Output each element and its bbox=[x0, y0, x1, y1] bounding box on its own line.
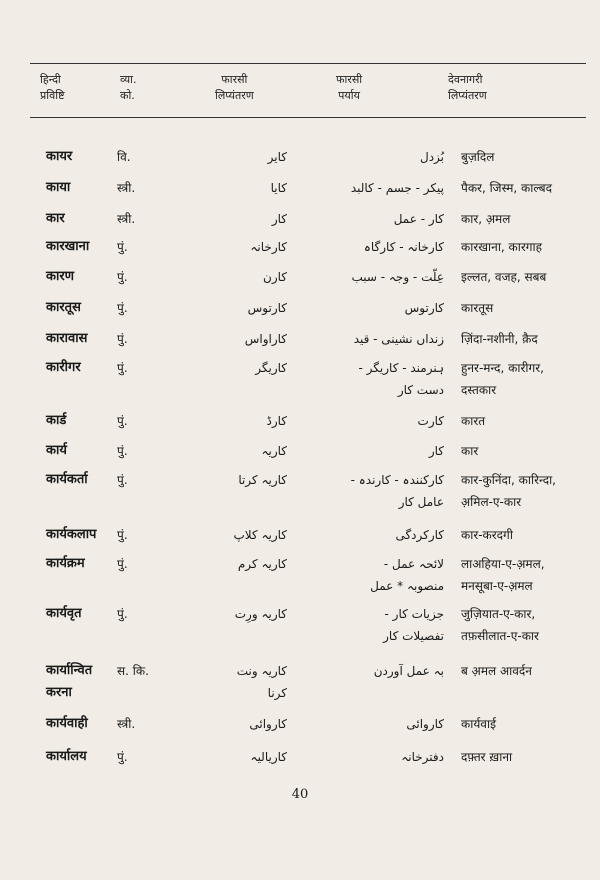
farsi-synonym-line: کار bbox=[428, 444, 444, 458]
grammar-tag-line: पुं. bbox=[117, 528, 128, 542]
grammar-tag bbox=[117, 603, 128, 625]
devanagari-transliteration bbox=[461, 469, 589, 513]
grammar-tag-line: पुं. bbox=[117, 444, 128, 458]
farsi-synonym-line: پیکر - جسم - کالبد bbox=[350, 181, 444, 195]
entry-word bbox=[46, 524, 96, 546]
grammar-tag bbox=[117, 524, 128, 546]
grammar-tag bbox=[117, 328, 128, 350]
entry-word bbox=[46, 328, 87, 350]
farsi-synonym-line: کارکنندہ - کارندہ - bbox=[350, 473, 444, 487]
farsi-transliteration bbox=[170, 410, 287, 432]
farsi-synonym bbox=[300, 297, 444, 319]
farsi-synonym-line: تفصیلات کار bbox=[383, 629, 444, 643]
farsi-transliteration-line: کارڈ bbox=[266, 414, 287, 428]
devanagari-transliteration-line: कार, अ़मल bbox=[461, 212, 511, 226]
devanagari-transliteration-line: लाअहिया-ए-अ़मल, bbox=[461, 557, 545, 571]
entry-word-line: कार्यवाही bbox=[46, 716, 88, 731]
devanagari-transliteration-line: कारत bbox=[461, 414, 486, 428]
farsi-transliteration-line: کرنا bbox=[267, 686, 287, 700]
devanagari-transliteration-line: दफ़्तर ख़ाना bbox=[461, 750, 513, 764]
farsi-transliteration bbox=[170, 746, 287, 768]
grammar-tag-line: पुं. bbox=[117, 361, 128, 375]
farsi-transliteration-line: کارتوس bbox=[247, 301, 287, 315]
farsi-synonym-line: کارخانہ - کارگاہ bbox=[363, 240, 444, 254]
devanagari-transliteration bbox=[461, 603, 589, 647]
grammar-tag bbox=[117, 660, 149, 682]
entry-word-line: कायर bbox=[46, 149, 73, 164]
header-devanagari-transliteration: देवनागरी लिप्यंतरण bbox=[448, 73, 487, 102]
entry-word bbox=[46, 297, 81, 319]
farsi-synonym-line: عامل کار bbox=[398, 495, 444, 509]
entry-word-line: काया bbox=[46, 180, 71, 195]
devanagari-transliteration bbox=[461, 553, 589, 597]
entry-word-line: कारतूस bbox=[46, 300, 81, 315]
farsi-synonym-line: لائحہ عمل - bbox=[383, 557, 444, 571]
grammar-tag bbox=[117, 146, 131, 168]
farsi-transliteration-line: کاروائی bbox=[249, 717, 287, 731]
header-bottom-rule bbox=[30, 117, 586, 118]
header-farsi-synonym: फारसी पर्याय bbox=[336, 73, 363, 102]
entry-word bbox=[46, 603, 82, 625]
farsi-transliteration-line: کاراواس bbox=[244, 332, 287, 346]
devanagari-transliteration-line: हुनर-मन्द, कारीगर, bbox=[461, 361, 544, 375]
farsi-synonym bbox=[300, 713, 444, 735]
devanagari-transliteration bbox=[461, 713, 589, 735]
devanagari-transliteration bbox=[461, 146, 589, 168]
farsi-synonym bbox=[300, 553, 444, 597]
farsi-transliteration-line: کار bbox=[271, 212, 287, 226]
entry-word-line: कार्ड bbox=[46, 413, 67, 428]
devanagari-transliteration bbox=[461, 208, 589, 230]
farsi-synonym-line: کارکردگی bbox=[395, 528, 444, 542]
entry-word bbox=[46, 236, 89, 258]
grammar-tag bbox=[117, 236, 128, 258]
farsi-transliteration bbox=[170, 357, 287, 379]
farsi-synonym-line: دفترخانہ bbox=[401, 750, 444, 764]
farsi-transliteration bbox=[170, 553, 287, 575]
farsi-transliteration-line: کاریہ کرم bbox=[237, 557, 287, 571]
devanagari-transliteration bbox=[461, 440, 589, 462]
entry-word bbox=[46, 713, 88, 735]
devanagari-transliteration-line: कार bbox=[461, 444, 479, 458]
devanagari-transliteration bbox=[461, 410, 589, 432]
farsi-synonym bbox=[300, 266, 444, 288]
farsi-synonym bbox=[300, 208, 444, 230]
grammar-tag-line: पुं. bbox=[117, 270, 128, 284]
farsi-transliteration bbox=[170, 297, 287, 319]
entry-word bbox=[46, 357, 81, 379]
grammar-tag-line: पुं. bbox=[117, 473, 128, 487]
grammar-tag bbox=[117, 553, 128, 575]
devanagari-transliteration bbox=[461, 328, 589, 350]
grammar-tag-line: पुं. bbox=[117, 750, 128, 764]
devanagari-transliteration bbox=[461, 297, 589, 319]
devanagari-transliteration-line: कार-करदगी bbox=[461, 528, 513, 542]
farsi-synonym-line: کارت bbox=[417, 414, 444, 428]
farsi-synonym bbox=[300, 410, 444, 432]
grammar-tag bbox=[117, 440, 128, 462]
farsi-transliteration-line: کاریہ ونت bbox=[236, 664, 287, 678]
entry-word-line: कार्यान्वित bbox=[46, 663, 93, 678]
farsi-transliteration bbox=[170, 177, 287, 199]
grammar-tag-line: स. कि. bbox=[117, 664, 149, 678]
devanagari-transliteration-line: मनसूबा-ए-अ़मल bbox=[461, 579, 533, 593]
farsi-transliteration bbox=[170, 236, 287, 258]
grammar-tag-line: पुं. bbox=[117, 607, 128, 621]
grammar-tag bbox=[117, 297, 128, 319]
farsi-transliteration-line: کاریہ bbox=[261, 444, 287, 458]
farsi-synonym bbox=[300, 746, 444, 768]
grammar-tag-line: स्त्री. bbox=[117, 717, 136, 731]
farsi-synonym bbox=[300, 236, 444, 258]
entry-word bbox=[46, 469, 88, 491]
devanagari-transliteration-line: दस्तकार bbox=[461, 383, 497, 397]
entry-word bbox=[46, 177, 70, 199]
entry-word-line: कार्यकलाप bbox=[46, 527, 97, 542]
farsi-synonym-line: کاروائی bbox=[406, 717, 444, 731]
entry-word bbox=[46, 410, 66, 432]
farsi-transliteration bbox=[170, 208, 287, 230]
entry-word bbox=[46, 746, 87, 768]
farsi-synonym-line: دست کار bbox=[397, 383, 444, 397]
farsi-transliteration-line: کارن bbox=[263, 270, 287, 284]
grammar-tag bbox=[117, 357, 128, 379]
devanagari-transliteration bbox=[461, 177, 589, 199]
farsi-transliteration-line: کاریہ کلاپ bbox=[233, 528, 287, 542]
entry-word-line: कारखाना bbox=[46, 239, 90, 254]
header-grammar: व्या. को. bbox=[120, 73, 137, 102]
entry-word-line: कार्यवृत bbox=[46, 606, 82, 621]
farsi-transliteration bbox=[170, 713, 287, 735]
grammar-tag-line: पुं. bbox=[117, 332, 128, 346]
entry-word-line: कार्य bbox=[46, 443, 67, 458]
devanagari-transliteration-line: पैकर, जिस्म, काल्बद bbox=[461, 181, 553, 195]
devanagari-transliteration-line: ज़िंदा-नशीनी, क़ैद bbox=[461, 332, 538, 346]
farsi-synonym bbox=[300, 357, 444, 401]
entry-word-line: कार्यालय bbox=[46, 749, 87, 764]
grammar-tag bbox=[117, 266, 128, 288]
devanagari-transliteration bbox=[461, 524, 589, 546]
devanagari-transliteration bbox=[461, 266, 589, 288]
header-farsi-transliteration: फारसी लिप्यंतरण bbox=[215, 73, 254, 102]
farsi-transliteration-line: کارخانہ bbox=[250, 240, 287, 254]
farsi-synonym-line: منصوبہ * عمل bbox=[370, 579, 444, 593]
devanagari-transliteration-line: ब अ़मल आवर्दन bbox=[461, 664, 532, 678]
farsi-synonym-line: عِلّت - وجہ - سبب bbox=[351, 270, 444, 284]
entry-word bbox=[46, 553, 85, 575]
entry-word bbox=[46, 440, 67, 462]
page-number: 40 bbox=[291, 787, 309, 802]
devanagari-transliteration-line: कारखाना, कारगाह bbox=[461, 240, 543, 254]
entry-word-line: कारीगर bbox=[46, 360, 81, 375]
farsi-synonym-line: کارتوس bbox=[404, 301, 444, 315]
entry-word bbox=[46, 660, 92, 704]
farsi-synonym bbox=[300, 660, 444, 682]
farsi-synonym bbox=[300, 440, 444, 462]
devanagari-transliteration-line: तफ़सीलात-ए-कार bbox=[461, 629, 539, 643]
farsi-synonym bbox=[300, 177, 444, 199]
devanagari-transliteration-line: बुज़दिल bbox=[461, 150, 495, 164]
entry-word-line: कारण bbox=[46, 269, 75, 284]
farsi-transliteration-line: کاریہ کرتا bbox=[238, 473, 287, 487]
farsi-transliteration bbox=[170, 440, 287, 462]
farsi-synonym-line: بُزدل bbox=[419, 150, 444, 164]
grammar-tag bbox=[117, 469, 128, 491]
farsi-synonym-line: زنداں نشینی - قید bbox=[353, 332, 444, 346]
farsi-transliteration bbox=[170, 266, 287, 288]
devanagari-transliteration-line: कार्यवाई bbox=[461, 717, 496, 731]
grammar-tag bbox=[117, 208, 135, 230]
grammar-tag-line: पुं. bbox=[117, 557, 128, 571]
grammar-tag bbox=[117, 713, 135, 735]
farsi-transliteration-line: کایر bbox=[267, 150, 287, 164]
grammar-tag-line: वि. bbox=[117, 150, 131, 164]
entry-word bbox=[46, 208, 65, 230]
devanagari-transliteration-line: कारतूस bbox=[461, 301, 494, 315]
farsi-transliteration bbox=[170, 469, 287, 491]
farsi-transliteration-line: کاریگر bbox=[255, 361, 287, 375]
devanagari-transliteration bbox=[461, 746, 589, 768]
devanagari-transliteration bbox=[461, 236, 589, 258]
farsi-synonym bbox=[300, 603, 444, 647]
devanagari-transliteration-line: इल्लत, वजह, सबब bbox=[461, 270, 547, 284]
entry-word-line: कार्यकर्ता bbox=[46, 472, 88, 487]
header-hindi-entry: हिन्दी प्रविष्टि bbox=[40, 73, 65, 102]
farsi-transliteration bbox=[170, 524, 287, 546]
farsi-synonym-line: کار - عمل bbox=[393, 212, 444, 226]
entry-word-line: कार bbox=[46, 211, 65, 226]
devanagari-transliteration bbox=[461, 357, 589, 401]
farsi-transliteration bbox=[170, 660, 287, 704]
entry-word-line: करना bbox=[46, 685, 72, 700]
grammar-tag-line: पुं. bbox=[117, 414, 128, 428]
entry-word-line: कार्यक्रम bbox=[46, 556, 85, 571]
farsi-synonym-line: ہنرمند - کاریگر - bbox=[358, 361, 444, 375]
devanagari-transliteration-line: जुज़ियात-ए-कार, bbox=[461, 607, 536, 621]
grammar-tag bbox=[117, 410, 128, 432]
farsi-transliteration bbox=[170, 603, 287, 625]
farsi-synonym bbox=[300, 328, 444, 350]
grammar-tag bbox=[117, 746, 128, 768]
farsi-transliteration bbox=[170, 146, 287, 168]
farsi-synonym bbox=[300, 524, 444, 546]
entry-word bbox=[46, 146, 72, 168]
entry-word bbox=[46, 266, 74, 288]
grammar-tag-line: स्त्री. bbox=[117, 212, 136, 226]
grammar-tag-line: पुं. bbox=[117, 240, 128, 254]
farsi-transliteration-line: کایا bbox=[270, 181, 287, 195]
grammar-tag-line: स्त्री. bbox=[117, 181, 136, 195]
devanagari-transliteration bbox=[461, 660, 589, 682]
farsi-transliteration bbox=[170, 328, 287, 350]
farsi-synonym-line: بہ عمل آوردن bbox=[373, 664, 444, 678]
entry-word-line: कारावास bbox=[46, 331, 88, 346]
farsi-transliteration-line: کاریالیہ bbox=[250, 750, 287, 764]
devanagari-transliteration-line: कार-कुनिंदा, कारिन्दा, bbox=[461, 473, 556, 487]
farsi-synonym bbox=[300, 146, 444, 168]
farsi-transliteration-line: کاریہ ورِت bbox=[234, 607, 287, 621]
grammar-tag-line: पुं. bbox=[117, 301, 128, 315]
header-top-rule bbox=[30, 63, 586, 64]
grammar-tag bbox=[117, 177, 135, 199]
farsi-synonym bbox=[300, 469, 444, 513]
devanagari-transliteration-line: अ़मिल-ए-कार bbox=[461, 495, 522, 509]
farsi-synonym-line: جزیات کار - bbox=[384, 607, 444, 621]
